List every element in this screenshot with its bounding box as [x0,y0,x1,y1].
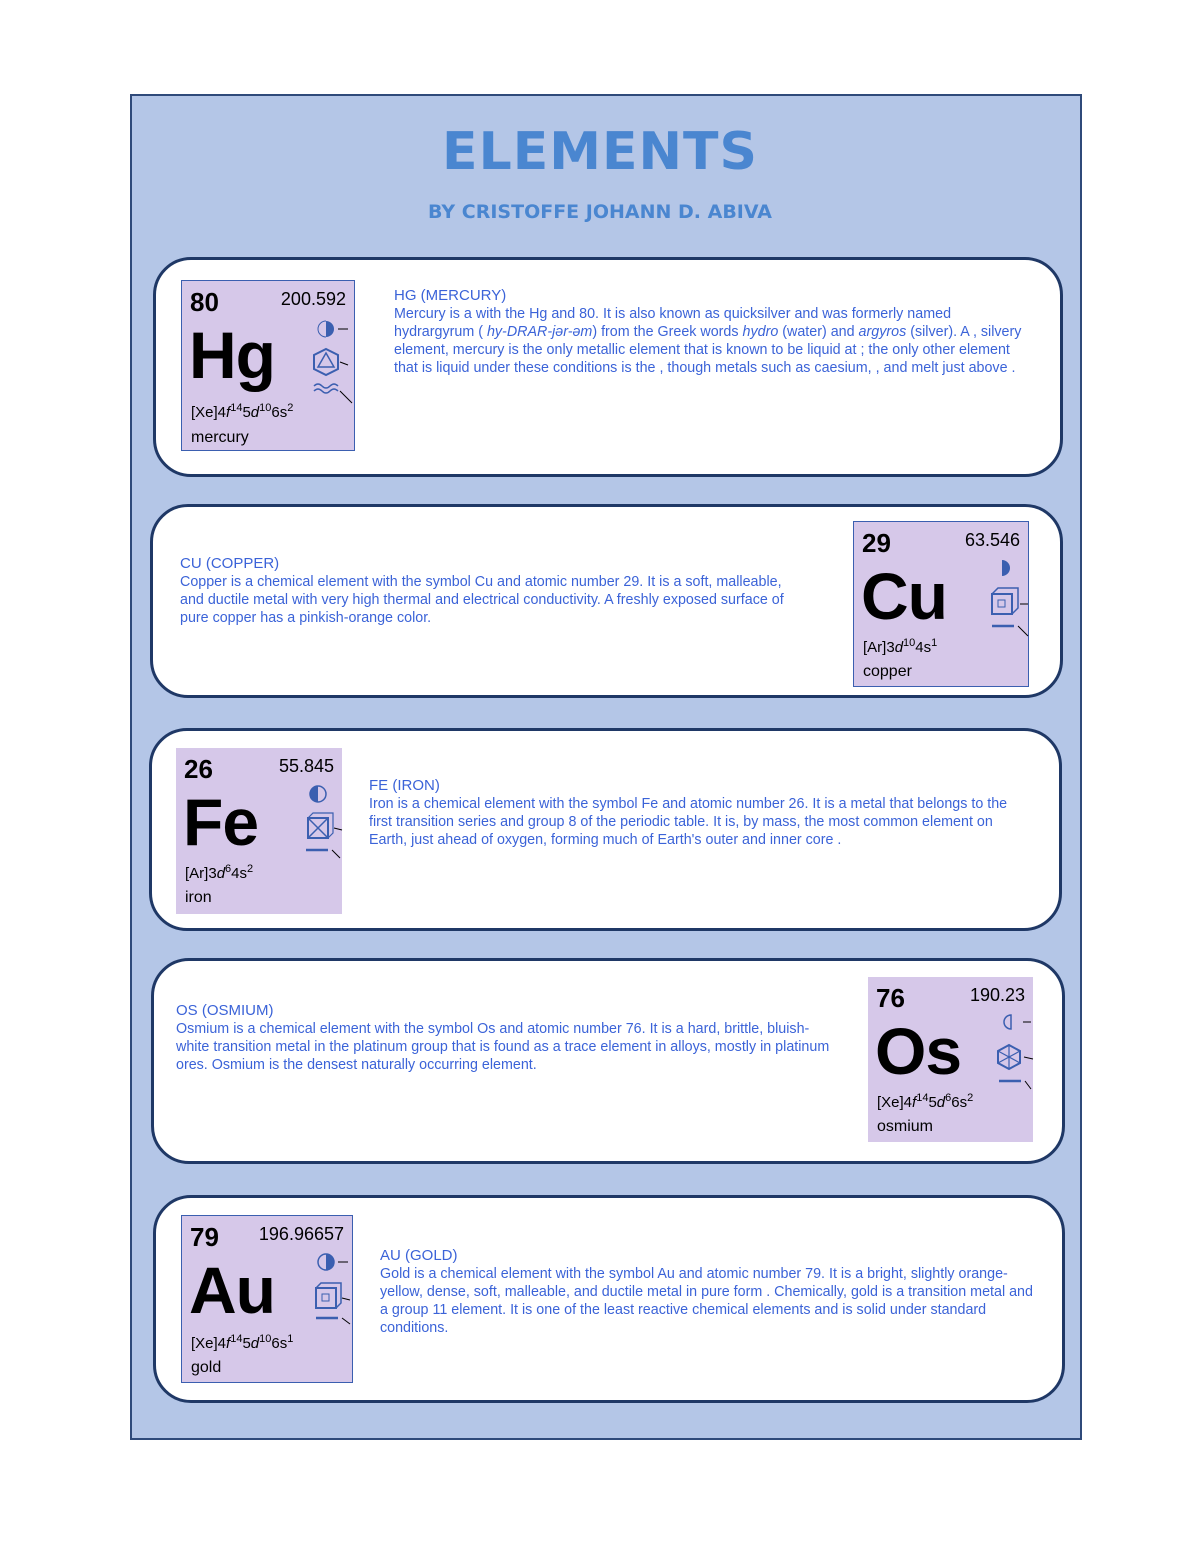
half-circle-outline-icon [1004,1015,1031,1029]
element-description-gold [380,1247,1040,1337]
element-tile-osmium [868,977,1033,1142]
property-icons [312,317,360,407]
element-tile-mercury [181,280,355,451]
cube-icon [992,588,1028,614]
atomic-mass: 55.845 [278,756,334,776]
solid-line-icon [306,850,340,858]
solid-line-icon [992,626,1028,636]
electron-configuration: $[Xe]4f^{14}5d^{10}6s^1$ [191,1333,294,1352]
electron-configuration: $[Ar]3d^{10}4s^1$ [863,637,938,656]
element-tile-gold [181,1215,353,1383]
electron-configuration: $[Xe]4f^{14}5d^66s^2$ [877,1092,974,1111]
property-icons [304,784,346,864]
element-name: gold [191,1359,222,1376]
element-text: Copper is a chemical element with the symbol Cu and atomic number 29. It is a soft, malleable, and ductile metal with very high thermal and electrical conductivity. A freshly exposed surface of pure copper has a pinkish-orange color. [180,574,784,626]
element-heading: AU (GOLD) [380,1247,458,1264]
element-name: iron [185,889,212,906]
atomic-number: 76 [876,983,905,1013]
element-symbol: Cu [861,559,947,633]
element-symbol: Hg [189,318,275,392]
element-description-osmium [176,1002,836,1074]
element-heading: OS (OSMIUM) [176,1002,274,1019]
element-tile-iron [176,748,342,914]
property-icons [314,1252,356,1332]
icosahedron-icon [314,349,348,375]
element-description-iron [369,777,1019,849]
element-heading: HG (MERCURY) [394,287,507,304]
element-name: osmium [877,1118,934,1135]
atomic-number: 79 [190,1222,219,1252]
wave-icon [314,384,352,403]
element-symbol: Os [875,1014,962,1088]
cube-icon [316,1283,350,1308]
property-icons [988,558,1036,638]
half-filled-circle-icon [318,1254,348,1270]
element-description-mercury [394,287,1034,377]
element-text: Gold is a chemical element with the symbol Au and atomic number 79. It is a bright, slightly orange-yellow, dense, soft, malleable, and ductile metal in pure form . Chemically, gold is a transition metal and a group 11 element. It is one of the least reactive chemical elements and is solid under standard conditions. [380,1266,1033,1336]
element-heading: CU (COPPER) [180,555,280,572]
property-icons [995,1011,1037,1091]
solid-line-icon [999,1081,1031,1089]
electron-configuration: $[Ar]3d^64s^2$ [185,863,254,882]
atomic-number: 29 [862,528,891,558]
page-title: ELEMENTS [442,122,758,182]
element-name: copper [863,663,912,680]
half-filled-circle-icon [318,321,348,337]
atomic-mass: 63.546 [964,530,1020,550]
element-symbol: Au [189,1253,275,1327]
body-centered-cube-icon [308,813,342,838]
element-heading: FE (IRON) [369,777,440,794]
element-tile-copper [853,521,1029,687]
element-description-copper [180,555,795,627]
element-text: Mercury is a with the Hg and 80. It is also known as quicksilver and was formerly named hydrargyrum ( hy-DRAR-jər-əm) from the Greek words hydro (water) and argyros (silver). A , silvery element, mercury is the only metallic element that is known to be liquid at ; the only other element that is liquid under these conditions is the , though metals such as caesium, , and melt just above . [394,306,1022,376]
page-subtitle: BY CRISTOFFE JOHANN D. ABIVA [427,201,773,223]
element-name: mercury [191,429,249,446]
electron-configuration: $[Xe]4f^{14}5d^{10}6s^2$ [191,402,294,421]
atomic-number: 26 [184,754,213,784]
element-symbol: Fe [183,785,259,859]
solid-line-icon [316,1318,350,1324]
atomic-number: 80 [190,287,219,317]
half-filled-circle-icon [1002,560,1010,576]
atomic-mass: 190.23 [969,985,1025,1005]
hexagonal-crystal-icon [998,1045,1033,1069]
element-text: Osmium is a chemical element with the symbol Os and atomic number 76. It is a hard, brittle, bluish-white transition metal in the platinum group that is found as a trace element in alloys, mostly in platinum ores. Osmium is the densest naturally occurring element. [176,1021,830,1073]
element-text: Iron is a chemical element with the symbol Fe and atomic number 26. It is a metal that belongs to the first transition series and group 8 of the periodic table. It is, by mass, the most common element on Earth, just ahead of oxygen, forming much of Earth's outer and inner core . [369,796,1008,848]
atomic-mass: 196.96657 [258,1224,344,1244]
atomic-mass: 200.592 [280,289,346,309]
half-filled-circle-icon [310,786,326,802]
